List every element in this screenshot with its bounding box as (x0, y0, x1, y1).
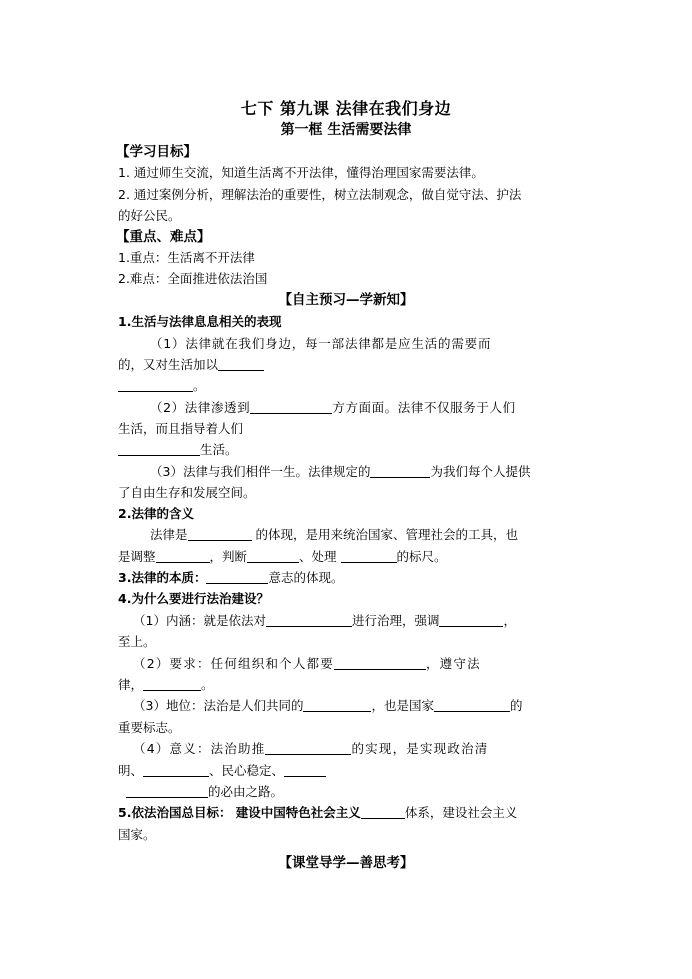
q4-p2: （2）要求：任何组织和个人都要 ，遵守法 (133, 656, 481, 671)
fill-blank[interactable] (143, 763, 209, 777)
fill-blank[interactable] (218, 357, 264, 371)
classroom-heading: 【课堂导学—善思考】 (278, 855, 414, 871)
q4-p4: （4）意义：法治助推 的实现，是实现政治清 (133, 741, 489, 756)
q1-p1-end: 。 (118, 377, 578, 395)
fill-blank[interactable] (118, 378, 193, 392)
q1-p3-cont: 了自由生存和发展空间。 (118, 485, 256, 500)
difficult-point: 2.难点：全面推进依法治国 (118, 271, 268, 286)
q4-p4-cont: 明、 、民心稳定、 (118, 762, 578, 780)
fill-blank[interactable] (126, 784, 208, 798)
page-title: 七下 第九课 法律在我们身边 (240, 99, 452, 118)
keypoints-heading: 【重点、难点】 (116, 229, 211, 245)
q4-p1-cont: 至上。 (118, 634, 156, 649)
q5-line: 5.依法治国总目标： 建设中国特色社会主义 体系，建设社会主义 (118, 805, 518, 820)
q4-p2-cont: 律， 。 (118, 677, 214, 692)
fill-blank[interactable] (361, 805, 405, 819)
fill-blank[interactable] (265, 741, 351, 755)
q4-p3: （3）地位：法治是人们共同的 ，也是国家 的 (133, 698, 523, 713)
q4-p4-end: 的必由之路。 (126, 783, 586, 801)
q5-line-cont: 国家。 (118, 827, 156, 842)
fill-blank[interactable] (156, 549, 210, 563)
q1-p3: （3）法律与我们相伴一生。法律规定的 为我们每个人提供 (150, 464, 531, 479)
q4-p1: （1）内涵：就是依法对 进行治理，强调 ， (133, 613, 516, 628)
fill-blank[interactable] (439, 613, 503, 627)
fill-blank[interactable] (303, 698, 371, 712)
fill-blank[interactable] (266, 613, 352, 627)
q2-line-2: 是调整 ，判断 、处理 的标尺。 (118, 549, 447, 564)
q1-p2-cont: 生活，而且指导着人们 (118, 421, 244, 436)
fill-blank[interactable] (247, 549, 299, 563)
fill-blank[interactable] (143, 677, 201, 691)
q1-p1: （1）法律就在我们身边，每一部法律都是应生活的需要而 (150, 336, 492, 351)
fill-blank[interactable] (250, 400, 332, 414)
fill-blank[interactable] (370, 464, 430, 478)
q4-p3-cont: 重要标志。 (118, 720, 181, 735)
fill-blank[interactable] (206, 570, 268, 584)
fill-blank[interactable] (118, 442, 200, 456)
q3-line: 3.法律的本质： 意志的体现。 (118, 570, 344, 585)
q2-line-1: 法律是 的体现，是用来统治国家、管理社会的工具，也 (150, 527, 519, 542)
fill-blank[interactable] (341, 549, 397, 563)
fill-blank[interactable] (334, 656, 426, 670)
fill-blank[interactable] (188, 527, 252, 541)
page-subtitle: 第一框 生活需要法律 (280, 122, 412, 138)
fill-blank[interactable] (434, 698, 510, 712)
fill-blank[interactable] (284, 763, 326, 777)
preview-heading: 【自主预习—学新知】 (278, 292, 414, 308)
q1-p1-cont: 的，又对生活加以 (118, 356, 578, 374)
q2-title: 2.法律的含义 (118, 506, 194, 521)
goals-heading: 【学习目标】 (116, 144, 197, 160)
q1-p2: （2）法律渗透到 方方面面。法律不仅服务于人们 (150, 400, 516, 415)
key-point: 1.重点：生活离不开法律 (118, 250, 255, 265)
q1-p2-end: 生活。 (118, 441, 578, 459)
goal-item-2: 2. 通过案例分析，理解法治的重要性，树立法制观念，做自觉守法、护法 (118, 187, 522, 202)
goal-item-2-cont: 的好公民。 (118, 208, 181, 223)
goal-item-1: 1. 通过师生交流，知道生活离不开法律，懂得治理国家需要法律。 (118, 165, 484, 180)
q4-title: 4.为什么要进行法治建设？ (118, 591, 269, 606)
q1-title: 1.生活与法律息息相关的表现 (118, 314, 282, 329)
